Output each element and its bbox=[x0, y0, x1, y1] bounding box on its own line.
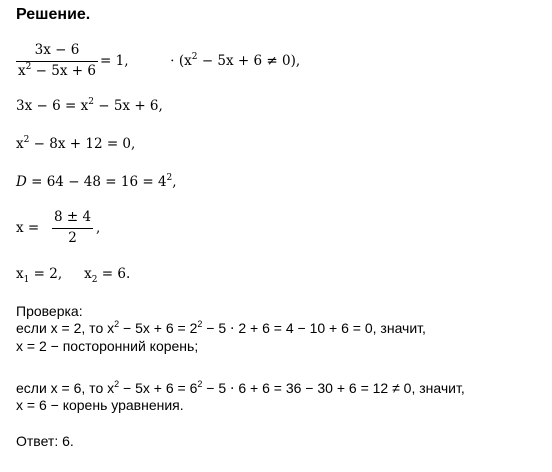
roots-formula-lhs: x = bbox=[16, 220, 40, 236]
check-case-2-line-1: если x = 6, то $x^2 - 5x + 6 = 6^2 - 5 \cdot 6 + 6 = 36 - 30 + 6 = 12 \ne 0$, значит, bbox=[16, 379, 465, 396]
equation-2: $3x - 6 = x^2 - 5x + 6$, bbox=[16, 97, 163, 114]
equation-1-denominator: $x^2 - 5x + 6$ bbox=[18, 62, 96, 79]
check-case-1-line-2: x = 2 − посторонний корень; bbox=[16, 338, 199, 354]
roots-line: $x_1 = 2$, $x_2 = 6$. bbox=[16, 266, 131, 285]
solution-heading: Решение. bbox=[16, 6, 91, 23]
roots-formula-fraction bbox=[52, 209, 93, 247]
equation-1-fraction bbox=[16, 42, 98, 82]
check-title: Проверка: bbox=[16, 303, 83, 319]
check-case-2-line-2: x = 6 − корень уравнения. bbox=[16, 397, 184, 413]
equation-1-rhs: = 1, bbox=[100, 53, 129, 69]
equation-3: $x^2 - 8x + 12 = 0$, bbox=[16, 135, 136, 152]
answer-line: Ответ: 6. bbox=[16, 433, 74, 449]
equation-1-condition: ⋅ $(x^2 - 5x + 6 \ne 0)$, bbox=[170, 52, 301, 69]
discriminant-line: $D = 64 - 48 = 16 = 4^2$, bbox=[16, 173, 177, 190]
roots-formula-denominator: 2 bbox=[68, 230, 77, 246]
roots-formula-numerator: 8 ± 4 bbox=[54, 209, 92, 225]
fraction-bar bbox=[52, 228, 93, 229]
equation-1-numerator: 3x − 6 bbox=[34, 42, 80, 58]
check-case-1-line-1: если x = 2, то $x^2 - 5x + 6 = 2^2 - 5 \cdot 2 + 6 = 4 - 10 + 6 = 0$, значит, bbox=[16, 319, 426, 336]
roots-formula-rhs: , bbox=[96, 220, 101, 236]
